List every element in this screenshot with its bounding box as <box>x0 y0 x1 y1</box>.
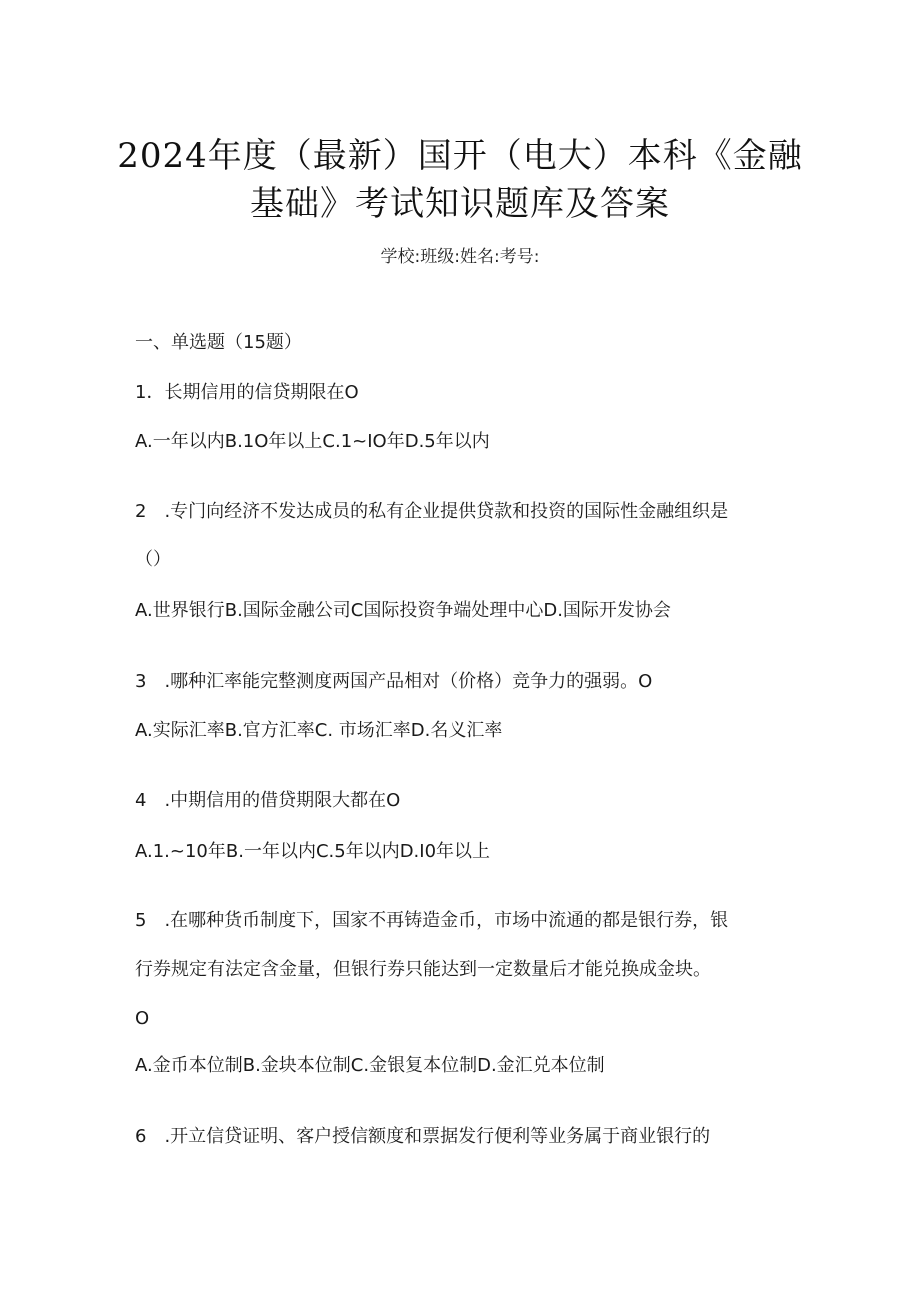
question-4-text: 4 .中期信用的借贷期限大都在O <box>135 790 401 811</box>
question-2-text: 2 .专门向经济不发达成员的私有企业提供贷款和投资的国际性金融组织是 <box>135 501 729 522</box>
question-5-text-cont: 行券规定有法定含金量，但银行券只能达到一定数量后才能兑换成金块。 <box>135 959 711 980</box>
question-6-text: 6 .开立信贷证明、客户授信额度和票据发行便利等业务属于商业银行的 <box>135 1126 711 1147</box>
question-1-options: A.一年以内B.1O年以上C.1~IO年D.5年以内 <box>135 431 490 452</box>
question-3-options: A.实际汇率B.官方汇率C. 市场汇率D.名义汇率 <box>135 720 503 741</box>
section-heading: 一、单选题（15题） <box>135 332 302 353</box>
question-2-text-cont: （） <box>135 549 171 570</box>
question-2-options: A.世界银行B.国际金融公司C国际投资争端处理中心D.国际开发协会 <box>135 600 671 621</box>
question-5-text-cont-2: O <box>135 1008 150 1029</box>
document-title-line-2: 基础》考试知识题库及答案 <box>250 184 670 224</box>
question-4-options: A.1.~10年B.一年以内C.5年以内D.I0年以上 <box>135 841 491 862</box>
student-info-line: 学校:班级:姓名:考号: <box>380 247 540 267</box>
question-5-options: A.金币本位制B.金块本位制C.金银复本位制D.金汇兑本位制 <box>135 1055 605 1076</box>
question-1-text: 1．长期信用的信贷期限在O <box>135 382 359 403</box>
question-3-text: 3 .哪种汇率能完整测度两国产品相对（价格）竞争力的强弱。O <box>135 671 653 692</box>
document-title-line-1: 2024年度（最新）国开（电大）本科《金融 <box>117 136 803 176</box>
question-5-text: 5 .在哪种货币制度下，国家不再铸造金币，市场中流通的都是银行券，银 <box>135 910 729 931</box>
